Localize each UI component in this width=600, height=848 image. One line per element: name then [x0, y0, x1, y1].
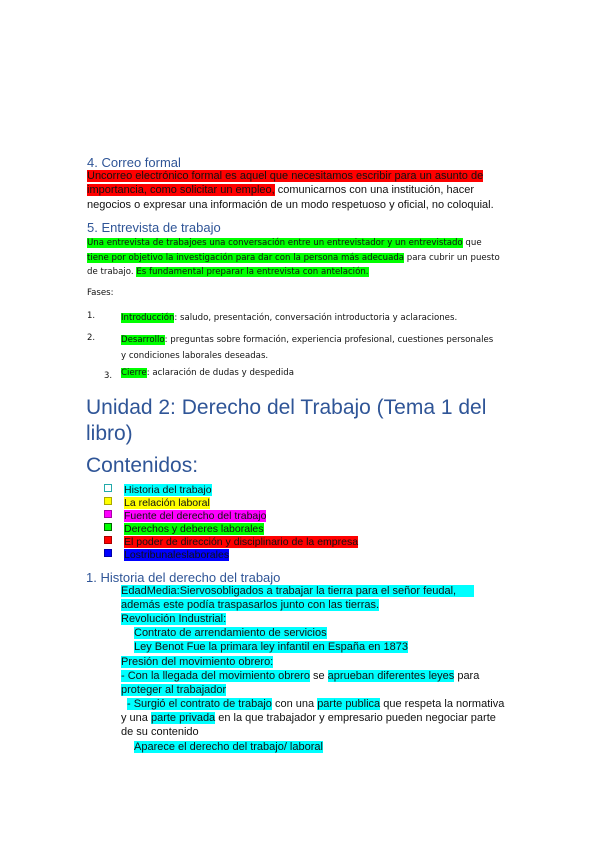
fase-number: 1.: [87, 311, 96, 321]
checkbox-icon: [104, 523, 112, 531]
highlight-red: importancia, como solicitar un empleo,: [87, 184, 275, 196]
highlight-green: Desarrollo: [121, 335, 165, 345]
ley-line: Ley Benot Fue la primara ley infantil en España en 1873: [134, 641, 408, 653]
llegada-line: - Con la llegada del movimiento obrero se aprueban diferentes leyes para: [121, 670, 480, 682]
edad-media-line: EdadMedia:Siervosobligados a trabajar la tierra para el señor feudal,: [121, 584, 474, 599]
section-4-line-1: [87, 169, 483, 184]
historia-heading: 1. Historia del derecho del trabajo: [86, 570, 281, 585]
contenido-line: de su contenido: [121, 726, 199, 738]
list-item: La relación laboral: [104, 497, 358, 510]
list-item: Historia del trabajo: [104, 484, 358, 497]
section-5-line-1: Una entrevista de trabajoes una conversación entre un entrevistador y un entrevistado que: [87, 238, 482, 248]
highlight-green: Cierre: [121, 368, 147, 378]
fase-desarrollo: Desarrollo: preguntas sobre formación, experiencia profesional, cuestiones personales: [121, 335, 494, 345]
contenidos-list: [104, 484, 358, 562]
unidad-title: Unidad 2: Derecho del Trabajo (Tema 1 del libro): [86, 396, 487, 445]
section-4-heading: 4. Correo formal: [87, 155, 181, 170]
presion-line: Presión del movimiento obrero:: [121, 656, 274, 668]
surgio-line: - Surgió el contrato de trabajo con una parte publica que respeta la normativa: [127, 698, 505, 710]
highlight-green: tiene por objetivo la investigación para dar con la persona más adecuada: [87, 253, 405, 263]
list-item: Derechos y deberes laborales: [104, 523, 358, 536]
checkbox-icon: [104, 549, 112, 557]
highlight-green: Es fundamental preparar la entrevista con antelación.: [136, 267, 369, 277]
proteger-line: proteger al trabajador: [121, 684, 227, 696]
highlight-red: Uncorreo electrónico formal es aquel que necesitamos escribir para un asunto de: [87, 170, 484, 182]
highlight-green: Introducción: [121, 313, 175, 323]
fases-label: Fases:: [87, 288, 114, 298]
checkbox-icon: [104, 510, 112, 518]
fase-introduccion: Introducción: saludo, presentación, conversación introductoria y aclaraciones.: [121, 313, 458, 323]
fase-desarrollo-cont: y condiciones laborales deseadas.: [121, 351, 269, 361]
revolucion-line: Revolución Industrial:: [121, 613, 227, 625]
section-4-line-2: importancia, como solicitar un empleo, comunicarnos con una institución, hacer: [87, 184, 475, 196]
checkbox-icon: [104, 536, 112, 544]
section-5-heading: 5. Entrevista de trabajo: [87, 220, 221, 235]
section-5-line-3: de trabajo. Es fundamental preparar la entrevista con antelación.: [87, 267, 369, 277]
contrato-line: Contrato de arrendamiento de servicios: [134, 627, 327, 639]
highlight-green: Una entrevista de trabajoes una conversación entre un entrevistador y un entrevistado: [87, 238, 463, 248]
checkbox-icon: [104, 484, 112, 492]
privada-line: y una parte privada en la que trabajador y empresario pueden negociar parte: [121, 712, 496, 724]
aparece-line: Aparece el derecho del trabajo/ laboral: [134, 741, 323, 753]
list-item: Lostribunaleslaborales: [104, 549, 358, 562]
fase-number: 2.: [87, 333, 96, 343]
checkbox-icon: [104, 497, 112, 505]
section-5-line-2: tiene por objetivo la investigación para dar con la persona más adecuada para cubrir un puesto: [87, 253, 500, 263]
contenidos-heading: Contenidos:: [86, 454, 199, 477]
list-item: Fuente del derecho del trabajo: [104, 510, 358, 523]
fase-number: 3.: [104, 371, 113, 381]
edad-media-line-2: además este podía traspasarlos junto con las tierras.: [121, 599, 380, 611]
fase-cierre: Cierre: aclaración de dudas y despedida: [121, 368, 294, 378]
list-item: El poder de dirección y disciplinario de la empresa: [104, 536, 358, 549]
section-4-line-3: negocios o expresar una información de un modo respetuoso y oficial, no coloquial.: [87, 199, 494, 211]
